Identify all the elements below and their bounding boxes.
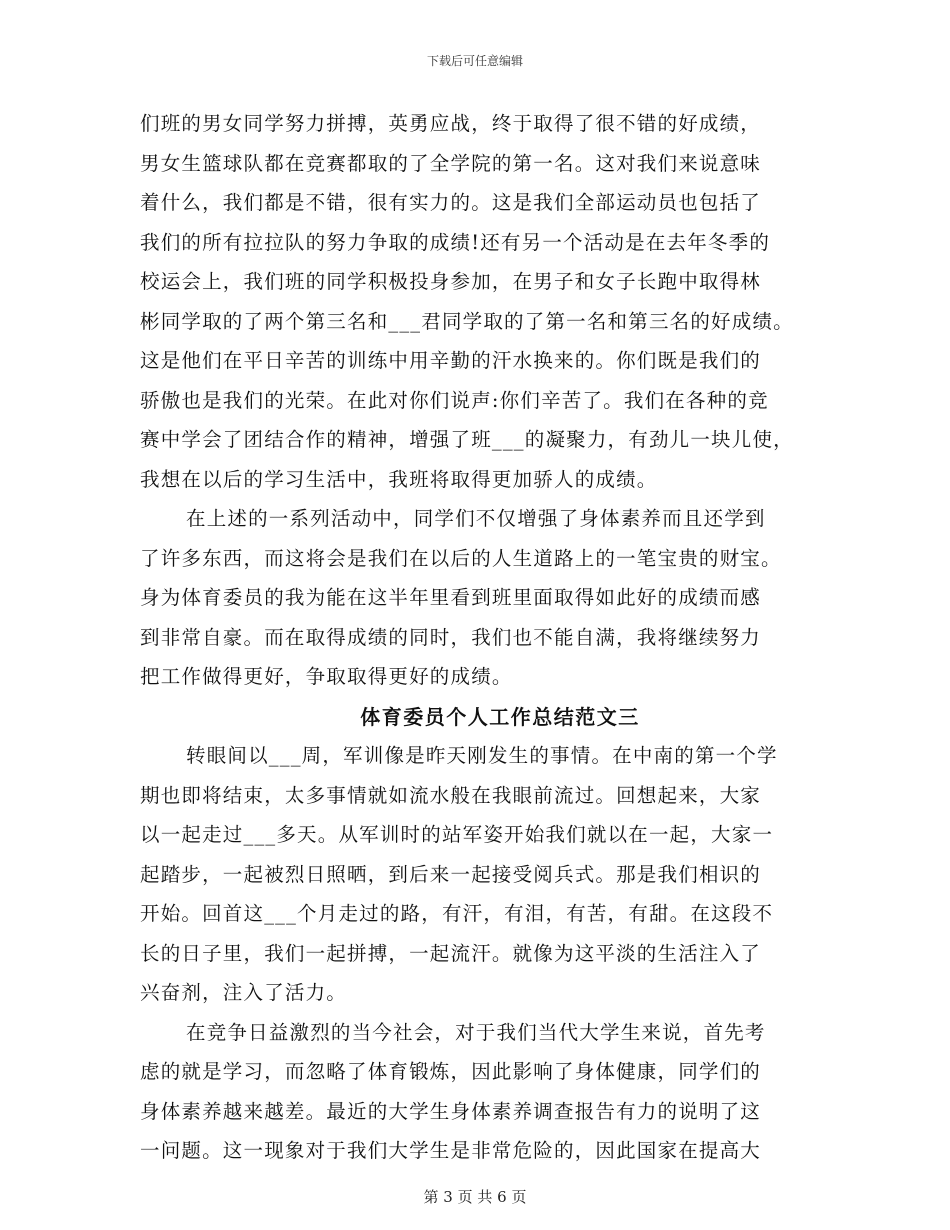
- text-line: 在上述的一系列活动中，同学们不仅增强了身体素养而且还学到: [186, 507, 766, 530]
- text-line: 身体素养越来越差。最近的大学生身体素养调查报告有力的说明了这: [140, 1099, 762, 1123]
- text-line: 着什么，我们都是不错，很有实力的。这是我们全部运动员也包括了: [140, 191, 762, 214]
- text-line: 虑的就是学习，而忽略了体育锻炼，因此影响了身体健康，同学们的: [140, 1060, 762, 1083]
- text-line: 到非常自豪。而在取得成绩的同时，我们也不能自满，我将继续努力: [140, 625, 762, 649]
- paragraph-military-training: [140, 740, 830, 1009]
- text-line: 以一起走过___多天。从军训时的站军姿开始我们就以在一起，大家一: [140, 823, 774, 846]
- document-body: [140, 108, 830, 1175]
- text-line: 兴奋剂，注入了活力。: [140, 981, 348, 1004]
- text-line: 把工作做得更好，争取取得更好的成绩。: [140, 665, 513, 688]
- text-line: 彬同学取的了两个第三名和___君同学取的了第一名和第三名的好成绩。: [140, 309, 794, 333]
- text-line: 开始。回首这___个月走过的路，有汗，有泪，有苦，有甜。在这段不: [140, 902, 774, 925]
- text-line: 们班的男女同学努力拼搏，英勇应战，终于取得了很不错的好成绩，: [140, 112, 762, 135]
- page-header: 下载后可任意编辑: [426, 54, 523, 68]
- paragraph-continued: [140, 108, 830, 496]
- text-line: 一问题。这一现象对于我们大学生是非常危险的，因此国家在提高大: [140, 1139, 762, 1162]
- text-line: 在竞争日益激烈的当今社会，对于我们当代大学生来说，首先考: [186, 1020, 766, 1044]
- text-line: 转眼间以___周，军训像是昨天刚发生的事情。在中南的第一个学: [186, 744, 778, 767]
- text-line: 骄傲也是我们的光荣。在此对你们说声:你们辛苦了。我们在各种的竞: [140, 388, 769, 412]
- paragraph-fitness: [140, 1017, 830, 1168]
- paragraph-summary: [140, 503, 830, 693]
- text-line: 期也即将结束，太多事情就如流水般在我眼前流过。回想起来，大家: [140, 783, 762, 807]
- text-line: 这是他们在平日辛苦的训练中用辛勤的汗水换来的。你们既是我们的: [140, 349, 762, 372]
- text-line: 身为体育委员的我为能在这半年里看到班里面取得如此好的成绩而感: [140, 586, 762, 609]
- text-line: 了许多东西，而这将会是我们在以后的人生道路上的一笔宝贵的财宝。: [140, 546, 782, 570]
- page-number: 第 3 页 共 6 页: [423, 1188, 527, 1206]
- text-line: 起踏步，一起被烈日照晒，到后来一起接受阅兵式。那是我们相识的: [140, 862, 762, 886]
- text-line: 我们的所有拉拉队的努力争取的成绩!还有另一个活动是在去年冬季的: [140, 230, 771, 254]
- section-title: 体育委员个人工作总结范文三: [360, 704, 640, 729]
- text-line: 赛中学会了团结合作的精神，增强了班___的凝聚力，有劲儿一块儿使，: [140, 428, 794, 451]
- text-line: 男女生篮球队都在竞赛都取的了全学院的第一名。这对我们来说意味: [140, 151, 762, 175]
- text-line: 校运会上，我们班的同学积极投身参加，在男子和女子长跑中取得林: [140, 270, 762, 293]
- text-line: 长的日子里，我们一起拼搏，一起流汗。就像为这平淡的生活注入了: [140, 941, 762, 965]
- text-line: 我想在以后的学习生活中，我班将取得更加骄人的成绩。: [140, 467, 658, 491]
